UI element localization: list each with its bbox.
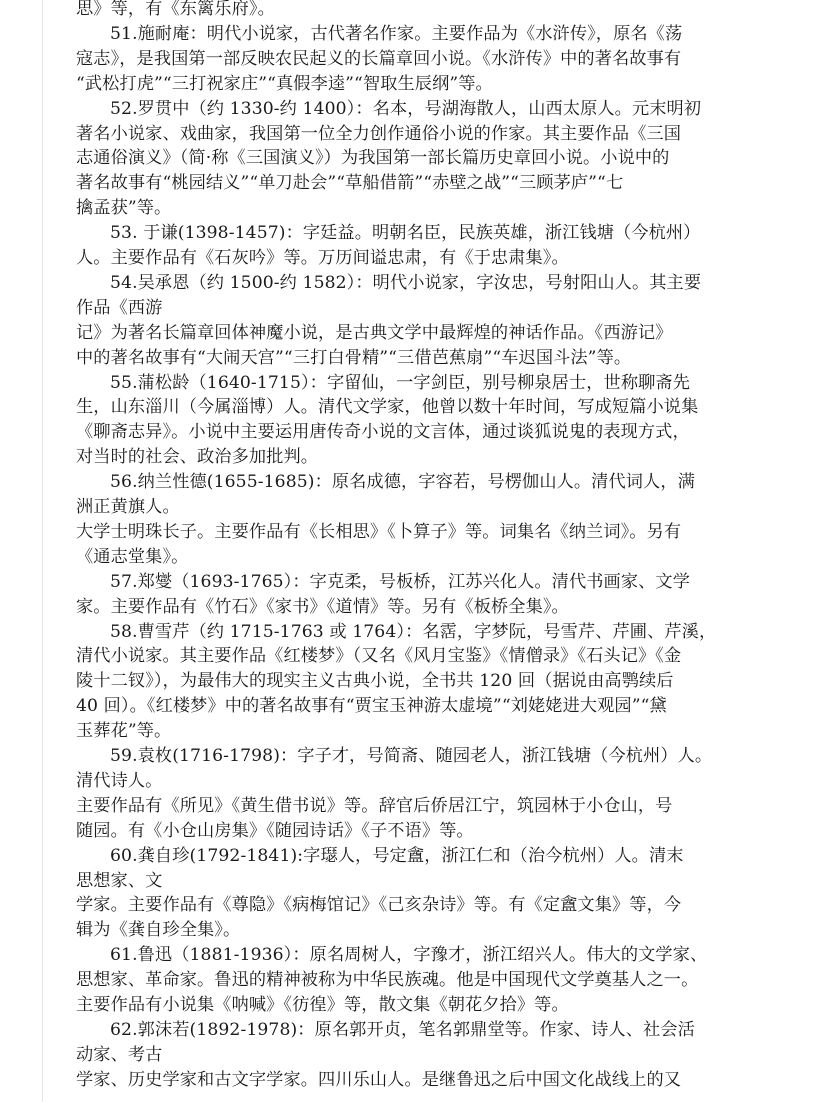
- entry-first-line: 57.郑燮（1693-1765）：字克柔，号板桥，江苏兴化人。清代书画家、文学: [110, 571, 690, 592]
- entry-first-line: 60.龚自珍(1792-1841):字璱人，号定盦，浙江仁和（治今杭州）人。清末: [110, 845, 684, 866]
- text-line: 著名故事有“桃园结义”“单刀赴会”“草船借箭”“赤壁之战”“三顾茅庐”“七: [76, 173, 624, 194]
- text-line: 志通俗演义》（简·称《三国演义》）为我国第一部长篇历史章回小说。小说中的: [76, 148, 670, 169]
- text-line: 40 回）。《红楼梦》中的著名故事有“贾宝玉神游太虚境”“刘姥姥进大观园”“黛: [76, 696, 667, 717]
- entry-first-line: 62.郭沫若(1892-1978)：原名郭开贞，笔名郭鼎堂等。作家、诗人、社会活: [110, 1019, 695, 1040]
- text-line: 家。主要作品有《竹石》《家书》《道情》等。另有《板桥全集》。: [76, 596, 569, 617]
- text-line: 辑为《龚自珍全集》。: [76, 920, 241, 941]
- text-line: 思想家、革命家。鲁迅的精神被称为中华民族魂。他是中国现代文学奠基人之一。: [76, 970, 699, 991]
- entry-first-line: 56.纳兰性德(1655-1685)：原名成德，字容若，号楞伽山人。清代词人，满: [110, 472, 695, 493]
- text-line: 学家。主要作品有《尊隐》《病梅馆记》《己亥杂诗》等。有《定盦文集》等，今: [76, 895, 682, 916]
- text-line: 作品《西游: [76, 297, 163, 318]
- text-line: 随园。有《小仓山房集》《随园诗话》《子不语》等。: [76, 820, 474, 841]
- text-line: 清代小说家。其主要作品《红楼梦》（又名《风月宝鉴》《情僧录》《石头记》《金: [76, 646, 682, 667]
- text-line: 主要作品有《所见》《黄生借书说》等。辞官后侨居江宁，筑园林于小仓山，号: [76, 795, 673, 816]
- text-line: 思》等，有《东篱乐府》。: [76, 0, 275, 19]
- text-line: 陵十二钗》），为最伟大的现实主义古典小说，全书共 120 回（据说由高鹗续后: [76, 671, 674, 692]
- text-line: 中的著名故事有“大闹天宫”“三打白骨精”“三借芭蕉扇”“车迟国斗法”等。: [76, 347, 632, 368]
- entry-first-line: 58.曹雪芹（约 1715-1763 或 1764）：名霑，字梦阮，号雪芹、芹圃、芹溪，: [110, 621, 717, 642]
- text-line: 玉葬花”等。: [76, 721, 172, 742]
- text-line: 擒孟获”等。: [76, 198, 172, 219]
- entry-first-line: 51.施耐庵：明代小说家，古代著名作家。主要作品为《水浒传》，原名《荡: [110, 23, 683, 44]
- entry-first-line: 52.罗贯中（约 1330-约 1400）：名本，号湖海散人，山西太原人。元末明初: [110, 98, 702, 119]
- text-line: 寇志》，是我国第一部反映农民起义的长篇章回小说。《水浒传》中的著名故事有: [76, 48, 682, 69]
- text-line: 动家、考古: [76, 1044, 163, 1065]
- text-line: 生，山东淄川（今属淄博）人。清代文学家，他曾以数十年时间，写成短篇小说集: [76, 397, 699, 418]
- entry-first-line: 54.吴承恩（约 1500-约 1582）：明代小说家，字汝忠，号射阳山人。其主要: [110, 272, 702, 293]
- text-line: 清代诗人。: [76, 770, 163, 791]
- text-line: “武松打虎”“三打祝家庄”“真假李逵”“智取生辰纲”等。: [76, 73, 493, 94]
- entry-first-line: 53. 于谦(1398-1457)：字廷益。明朝名臣，民族英雄，浙江钱塘（今杭州）: [110, 223, 701, 244]
- text-line: 思想家、文: [76, 870, 163, 891]
- text-line: 学家、历史学家和古文字学家。四川乐山人。是继鲁迅之后中国文化战线上的又: [76, 1069, 682, 1090]
- margin-rule: [42, 0, 43, 1102]
- text-line: 主要作品有小说集《呐喊》《彷徨》等，散文集《朝花夕拾》等。: [76, 995, 569, 1015]
- text-line: 人。主要作品有《石灰吟》等。万历间谥忠肃，有《于忠肃集》。: [76, 248, 569, 268]
- text-line: 《聊斋志异》。小说中主要运用唐传奇小说的文言体，通过谈狐说鬼的表现方式，: [76, 422, 690, 443]
- entry-first-line: 59.袁枚(1716-1798)：字子才，号简斋、随园老人，浙江钱塘（今杭州）人。: [110, 746, 713, 766]
- text-line: 大学士明珠长子。主要作品有《长相思》《卜算子》等。词集名《纳兰词》。另有: [76, 521, 682, 542]
- text-line: 《通志堂集》。: [76, 546, 189, 567]
- text-line: 对当时的社会、政治多加批判。: [76, 447, 319, 468]
- entry-first-line: 55.蒲松龄（1640-1715）：字留仙，一字剑臣，别号柳泉居士，世称聊斋先: [110, 372, 690, 393]
- text-line: 记》为著名长篇章回体神魔小说，是古典文学中最辉煌的神话作品。《西游记》: [76, 322, 673, 343]
- text-line: 洲正黄旗人。: [76, 497, 180, 517]
- entry-first-line: 61.鲁迅（1881-1936）：原名周树人，字豫才，浙江绍兴人。伟大的文学家、: [110, 945, 708, 966]
- text-line: 著名小说家、戏曲家，我国第一位全力创作通俗小说的作家。其主要作品《三国: [76, 123, 682, 144]
